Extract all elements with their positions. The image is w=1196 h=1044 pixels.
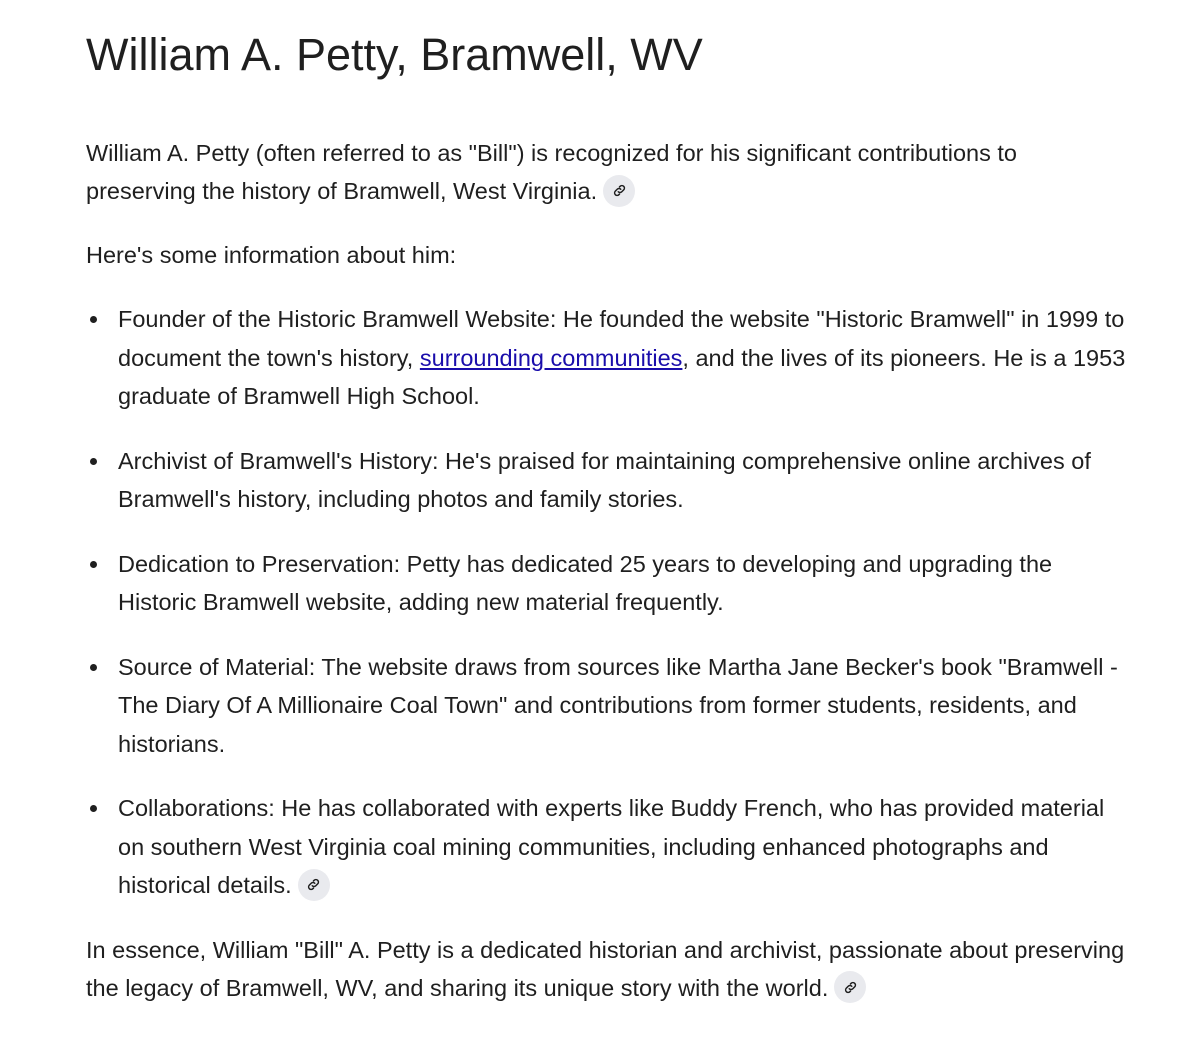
bullet-text: Archivist of Bramwell's History: He's praised for maintaining comprehensive online archives of Bramwell's history, including photos and family stories. <box>118 447 1091 512</box>
citation-button[interactable] <box>834 971 866 1003</box>
page-title: William A. Petty, Bramwell, WV <box>86 29 703 80</box>
intro-paragraph <box>86 134 1126 210</box>
bullet-text: , and the lives of its pioneers. He is a 1953 graduate of Bramwell High School. <box>118 344 1126 409</box>
essence-text: In essence, William "Bill" A. Petty is a dedicated historian and archivist, passionate about preserving the legacy of Bramwell, WV, and sharing its unique story with the world. <box>86 936 1125 1001</box>
bullet-text: Source of Material: The website draws from sources like Martha Jane Becker's book "Bramwell - The Diary Of A Millionaire Coal Town" and contributions from former students, residents, and historians. <box>118 653 1118 757</box>
essence-paragraph <box>86 931 1126 1007</box>
list-item <box>86 648 1126 764</box>
info-list <box>86 300 1126 905</box>
bullet-text: Collaborations: He has collaborated with experts like Buddy French, who has provided material on southern West Virginia coal mining communities, including enhanced photographs and historical details. <box>118 795 1105 898</box>
surrounding-communities-link[interactable]: surrounding communities <box>419 344 683 371</box>
citation-button[interactable] <box>603 175 635 207</box>
intro-text: William A. Petty (often referred to as "Bill") is recognized for his significant contributions to preserving the history of Bramwell, West Virginia. <box>86 140 1017 204</box>
link-icon <box>612 183 627 198</box>
lead-paragraph: Here's some information about him: <box>86 242 457 268</box>
citation-button[interactable] <box>298 869 330 901</box>
bullet-text: Dedication to Preservation: Petty has dedicated 25 years to developing and upgrading the Historic Bramwell website, adding new material frequently. <box>118 550 1053 615</box>
list-item <box>86 789 1126 905</box>
list-item <box>86 300 1126 416</box>
link-icon <box>843 980 858 995</box>
list-item <box>86 442 1126 519</box>
bullet-text: Founder of the Historic Bramwell Website: He founded the website "Historic Bramwell" in 1999 to document the town's history, <box>118 306 1125 371</box>
link-icon <box>306 877 321 892</box>
list-item <box>86 545 1126 622</box>
